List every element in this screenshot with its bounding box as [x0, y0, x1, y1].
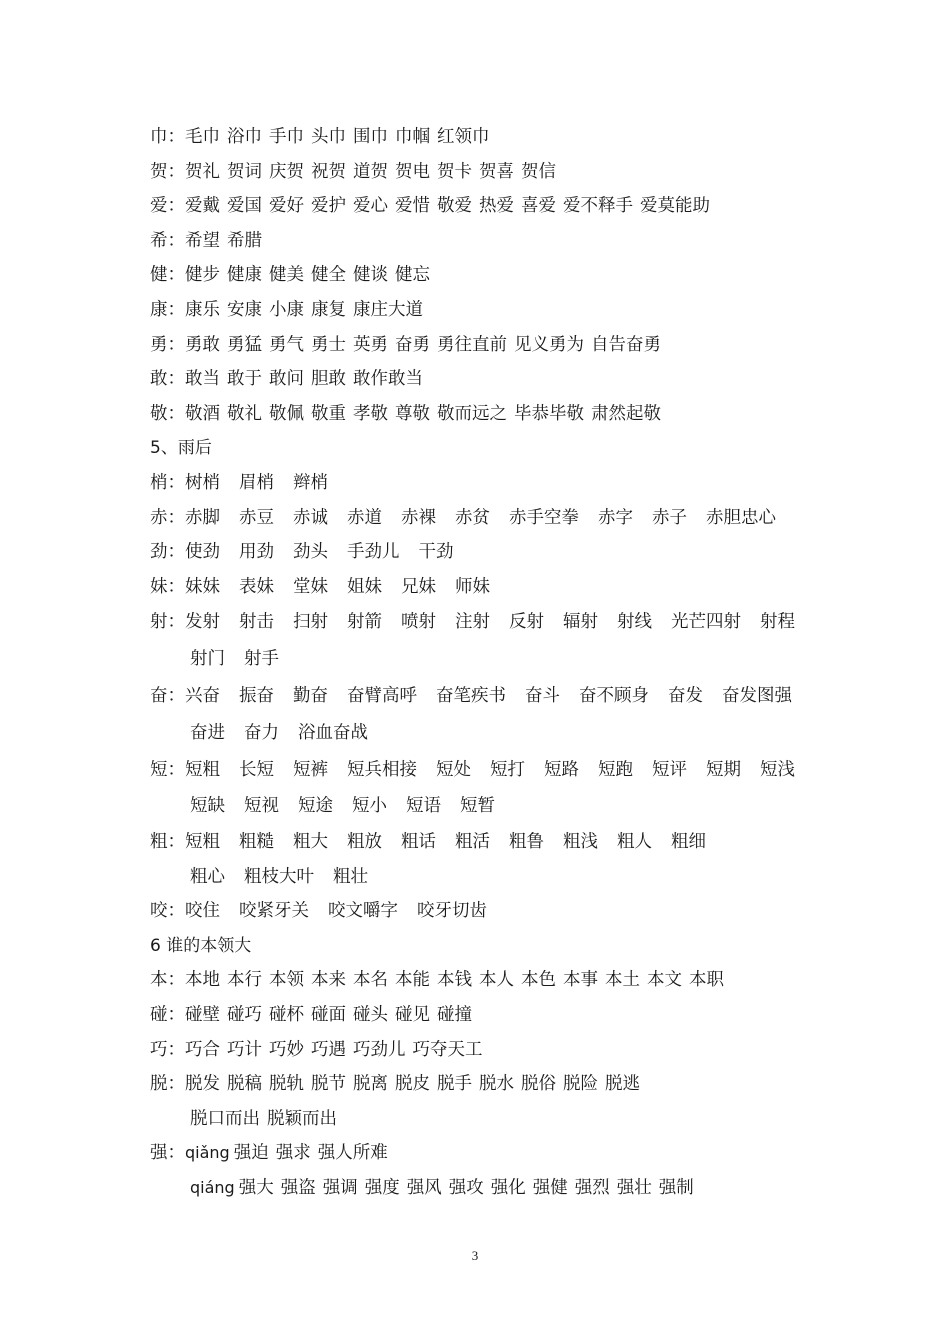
vocab-word: 粗鲁: [509, 832, 544, 853]
vocab-word: 强度: [364, 1178, 400, 1199]
vocab-word: 短暂: [460, 796, 495, 817]
vocab-word: 敬礼: [227, 403, 262, 424]
pinyin-reading: qiǎng: [185, 1143, 230, 1163]
head-character: 碰：: [150, 1005, 185, 1026]
head-character: 希：: [150, 230, 185, 251]
head-character: 康：: [150, 299, 185, 320]
vocab-word: 咬住: [185, 901, 220, 922]
section-heading: 6 谁的本领大: [150, 935, 252, 956]
vocab-word: 敬爱: [437, 196, 472, 217]
vocab-word: 妹妹: [185, 576, 220, 597]
vocab-word: 碰撞: [437, 1005, 472, 1026]
vocab-word: 用劲: [239, 542, 274, 563]
word-list: [185, 473, 347, 493]
word-list: [185, 369, 430, 389]
vocab-word: 贺卡: [437, 161, 472, 182]
vocab-word: 本来: [311, 970, 346, 991]
vocab-word: 短语: [406, 796, 441, 817]
vocab-word: 射程: [760, 612, 795, 633]
entry-continuation: [150, 860, 870, 895]
vocab-word: 强壮: [616, 1178, 652, 1199]
vocab-word: 康复: [311, 299, 346, 320]
vocab-word: 脱俗: [521, 1074, 556, 1095]
vocab-word: 浴血奋战: [298, 722, 368, 743]
vocab-word: 敢作敢当: [353, 369, 423, 390]
vocab-word: 本职: [689, 970, 724, 991]
vocab-word: 手劲儿: [347, 542, 400, 563]
vocab-word: 粗大: [293, 832, 328, 853]
vocab-word: 本钱: [437, 970, 472, 991]
vocab-word: 敢当: [185, 369, 220, 390]
head-character: 奋：: [150, 685, 185, 706]
vocab-word: 脱手: [437, 1074, 472, 1095]
vocab-word: 粗浅: [563, 832, 598, 853]
head-character: 健：: [150, 265, 185, 286]
word-list: [185, 1005, 479, 1025]
vocab-word: 短裤: [293, 759, 328, 780]
word-list: [239, 1178, 701, 1198]
vocab-word: 自告奋勇: [591, 334, 661, 355]
word-list: [190, 796, 514, 816]
vocab-word: 发射: [185, 612, 220, 633]
character-entry: [150, 224, 870, 259]
vocab-word: 爱戴: [185, 196, 220, 217]
head-character: 巾：: [150, 127, 185, 147]
vocab-word: 奋进: [190, 722, 225, 743]
vocab-word: 脱节: [311, 1074, 346, 1095]
vocab-word: 强风: [406, 1178, 442, 1199]
vocab-word: 碰见: [395, 1005, 430, 1026]
head-character: 粗：: [150, 832, 185, 853]
vocab-word: 赤贫: [455, 507, 490, 528]
vocab-word: 射击: [239, 612, 274, 633]
vocab-word: 短视: [244, 796, 279, 817]
vocab-word: 勇猛: [227, 334, 262, 355]
vocab-word: 赤字: [598, 507, 633, 528]
vocab-word: 健谈: [353, 265, 388, 286]
section-heading: 5、雨后: [150, 438, 212, 459]
vocab-word: 强调: [322, 1178, 358, 1199]
vocab-word: 咬文嚼字: [328, 901, 398, 922]
vocab-word: 英勇: [353, 334, 388, 355]
pinyin-reading: qiáng: [190, 1178, 235, 1198]
head-character: 巧：: [150, 1039, 185, 1060]
vocab-word: 碰壁: [185, 1005, 220, 1026]
word-list: [185, 577, 509, 597]
character-entry: [150, 1067, 870, 1102]
character-entry: [150, 501, 870, 536]
word-list: [185, 832, 725, 852]
vocab-word: 毕恭毕敬: [514, 403, 584, 424]
head-character: 咬：: [150, 901, 185, 922]
vocab-word: 师妹: [455, 576, 490, 597]
vocab-word: 爱好: [269, 196, 304, 217]
character-entry: [150, 293, 870, 328]
vocab-word: 巧妙: [269, 1039, 304, 1060]
head-character: 射：: [150, 612, 185, 633]
vocab-word: 兴奋: [185, 685, 220, 706]
vocab-word: 爱莫能助: [640, 196, 710, 217]
vocab-word: 粗壮: [333, 866, 368, 887]
vocab-word: 巧夺天工: [412, 1039, 483, 1060]
vocab-word: 反射: [509, 612, 544, 633]
vocab-word: 咬紧牙关: [239, 901, 309, 922]
character-entry: [150, 998, 870, 1033]
vocab-word: 红领巾: [437, 127, 490, 147]
vocab-word: 短途: [298, 796, 333, 817]
vocab-word: 短评: [652, 759, 687, 780]
vocab-word: 堂妹: [293, 576, 328, 597]
word-list: [185, 970, 731, 990]
vocab-word: 短兵相接: [347, 759, 417, 780]
vocab-word: 脱逃: [605, 1074, 640, 1095]
vocab-word: 赤脚: [185, 507, 220, 528]
vocab-word: 本事: [563, 970, 598, 991]
vocab-word: 本人: [479, 970, 514, 991]
vocab-word: 脱口而出: [190, 1108, 260, 1129]
vocab-word: 注射: [455, 612, 490, 633]
vocab-word: 干劲: [418, 542, 454, 563]
vocab-word: 喷射: [401, 612, 436, 633]
head-character: 勇：: [150, 334, 185, 355]
vocab-word: 贺信: [521, 161, 556, 182]
character-entry: [150, 258, 870, 293]
vocab-word: 兄妹: [401, 576, 436, 597]
character-entry: [150, 1136, 870, 1171]
vocab-word: 短处: [436, 759, 471, 780]
vocab-word: 射线: [617, 612, 652, 633]
vocab-word: 强烈: [574, 1178, 610, 1199]
vocab-word: 辫梢: [293, 472, 328, 493]
vocab-word: 贺电: [395, 161, 430, 182]
vocab-word: 赤道: [347, 507, 382, 528]
vocab-word: 本文: [647, 970, 682, 991]
vocab-word: 强攻: [448, 1178, 484, 1199]
word-list: [185, 127, 497, 147]
vocab-word: 庆贺: [269, 161, 304, 182]
word-list: [185, 542, 473, 562]
vocab-word: 敢于: [227, 369, 262, 390]
character-entry: [150, 535, 870, 570]
vocab-word: 本领: [269, 970, 304, 991]
vocab-word: 使劲: [185, 542, 220, 563]
word-list: [185, 1040, 490, 1060]
word-list: [185, 335, 668, 355]
head-character: 妹：: [150, 576, 185, 597]
vocab-word: 希腊: [227, 230, 262, 251]
vocab-word: 粗枝大叶: [244, 866, 314, 887]
vocab-word: 贺喜: [479, 161, 514, 182]
entry-continuation: [150, 1102, 870, 1137]
word-list: [185, 404, 668, 424]
vocab-word: 安康: [227, 299, 262, 320]
vocab-word: 敬重: [311, 403, 346, 424]
vocab-word: 强化: [490, 1178, 526, 1199]
vocab-word: 爱护: [311, 196, 346, 217]
vocab-word: 浴巾: [227, 127, 262, 147]
vocab-word: 健康: [227, 265, 262, 286]
vocab-word: 赤裸: [401, 507, 436, 528]
vocab-word: 本名: [353, 970, 388, 991]
vocab-word: 道贺: [353, 161, 388, 182]
document-body: [150, 120, 870, 1206]
vocab-word: 脱水: [479, 1074, 514, 1095]
vocab-word: 姐妹: [347, 576, 382, 597]
vocab-word: 粗心: [190, 866, 225, 887]
vocab-word: 巧遇: [311, 1039, 346, 1060]
entry-continuation: [150, 715, 870, 752]
head-character: 贺：: [150, 161, 185, 182]
word-list: [185, 508, 795, 528]
vocab-word: 脱发: [185, 1074, 220, 1095]
vocab-word: 热爱: [479, 196, 514, 217]
character-entry: [150, 1033, 870, 1068]
vocab-word: 希望: [185, 230, 220, 251]
vocab-word: 脱稿: [227, 1074, 262, 1095]
vocab-word: 粗放: [347, 832, 382, 853]
vocab-word: 短粗: [185, 832, 220, 853]
character-entry: [150, 678, 870, 715]
vocab-word: 脱离: [353, 1074, 388, 1095]
vocab-word: 强迫: [233, 1143, 269, 1164]
vocab-word: 粗活: [455, 832, 490, 853]
vocab-word: 头巾: [311, 127, 346, 147]
vocab-word: 辐射: [563, 612, 598, 633]
vocab-word: 粗细: [671, 832, 706, 853]
vocab-word: 敬酒: [185, 403, 220, 424]
vocab-word: 树梢: [185, 472, 220, 493]
vocab-word: 敬佩: [269, 403, 304, 424]
vocab-word: 奋勇: [395, 334, 430, 355]
vocab-word: 长短: [239, 759, 274, 780]
character-entry: [150, 120, 870, 155]
word-list: [234, 1143, 395, 1163]
vocab-word: 本色: [521, 970, 556, 991]
character-entry: [150, 825, 870, 860]
vocab-word: 勇往直前: [437, 334, 507, 355]
page-number: 3: [471, 1248, 479, 1263]
vocab-word: 赤豆: [239, 507, 274, 528]
vocab-word: 健忘: [395, 265, 430, 286]
word-list: [185, 162, 563, 182]
vocab-word: 贺词: [227, 161, 262, 182]
vocab-word: 康乐: [185, 299, 220, 320]
vocab-word: 眉梢: [239, 472, 274, 493]
vocab-word: 尊敬: [395, 403, 430, 424]
vocab-word: 碰面: [311, 1005, 346, 1026]
character-entry: [150, 604, 870, 641]
vocab-word: 巧合: [185, 1039, 220, 1060]
character-entry: [150, 362, 870, 397]
character-entry: [150, 397, 870, 432]
head-character: 敢：: [150, 369, 185, 390]
vocab-word: 碰巧: [227, 1005, 262, 1026]
head-character: 强：: [150, 1143, 185, 1164]
vocab-word: 脱皮: [395, 1074, 430, 1095]
vocab-word: 巧计: [227, 1039, 262, 1060]
word-list: [190, 723, 387, 743]
vocab-word: 射箭: [347, 612, 382, 633]
vocab-word: 劲头: [293, 542, 328, 563]
vocab-word: 奋发图强: [722, 685, 792, 706]
vocab-word: 短期: [706, 759, 741, 780]
vocab-word: 祝贺: [311, 161, 346, 182]
vocab-word: 健步: [185, 265, 220, 286]
character-entry: [150, 155, 870, 190]
vocab-word: 巾帼: [395, 127, 430, 147]
character-entry: [150, 894, 870, 929]
vocab-word: 射门: [190, 649, 225, 670]
vocab-word: 赤子: [652, 507, 687, 528]
vocab-word: 爱惜: [395, 196, 430, 217]
vocab-word: 本行: [227, 970, 262, 991]
word-list: [185, 231, 269, 251]
vocab-word: 敬而远之: [437, 403, 507, 424]
vocab-word: 爱国: [227, 196, 262, 217]
word-list: [190, 1109, 344, 1129]
vocab-word: 短跑: [598, 759, 633, 780]
vocab-word: 强盗: [280, 1178, 316, 1199]
vocab-word: 毛巾: [185, 127, 220, 147]
vocab-word: 勇敢: [185, 334, 220, 355]
head-character: 赤：: [150, 507, 185, 528]
vocab-word: 巧劲儿: [353, 1039, 406, 1060]
head-character: 敬：: [150, 403, 185, 424]
vocab-word: 健全: [311, 265, 346, 286]
character-entry: [150, 570, 870, 605]
vocab-word: 奋臂高呼: [347, 685, 417, 706]
vocab-word: 强大: [238, 1178, 274, 1199]
vocab-word: 振奋: [239, 685, 274, 706]
word-list: [185, 686, 811, 706]
vocab-word: 围巾: [353, 127, 388, 147]
vocab-word: 强求: [275, 1143, 311, 1164]
vocab-word: 手巾: [269, 127, 304, 147]
word-list: [185, 196, 717, 216]
vocab-word: 光芒四射: [671, 612, 741, 633]
character-entry: [150, 752, 870, 789]
word-list: [190, 649, 298, 669]
vocab-word: 奋发: [668, 685, 703, 706]
vocab-word: 碰头: [353, 1005, 388, 1026]
vocab-word: 短缺: [190, 796, 225, 817]
word-list: [185, 612, 814, 632]
vocab-word: 本能: [395, 970, 430, 991]
character-entry: [150, 189, 870, 224]
word-list: [185, 901, 506, 921]
vocab-word: 本地: [185, 970, 220, 991]
vocab-word: 表妹: [239, 576, 274, 597]
word-list: [185, 300, 430, 320]
vocab-word: 贺礼: [185, 161, 220, 182]
vocab-word: 脱轨: [269, 1074, 304, 1095]
head-character: 梢：: [150, 472, 185, 493]
vocab-word: 奋斗: [525, 685, 560, 706]
word-list: [185, 1074, 647, 1094]
vocab-word: 短打: [490, 759, 525, 780]
vocab-word: 粗话: [401, 832, 436, 853]
word-list: [190, 867, 387, 887]
character-entry: [150, 466, 870, 501]
head-character: 短：: [150, 759, 185, 780]
vocab-word: 短浅: [760, 759, 795, 780]
vocab-word: 奋不顾身: [579, 685, 649, 706]
vocab-word: 爱心: [353, 196, 388, 217]
entry-continuation: [150, 641, 870, 678]
vocab-word: 爱不释手: [563, 196, 633, 217]
vocab-word: 粗人: [617, 832, 652, 853]
vocab-word: 肃然起敬: [591, 403, 661, 424]
vocab-word: 短小: [352, 796, 387, 817]
vocab-word: 勇气: [269, 334, 304, 355]
vocab-word: 强健: [532, 1178, 568, 1199]
vocab-word: 勇士: [311, 334, 346, 355]
word-list: [185, 760, 814, 780]
vocab-word: 本土: [605, 970, 640, 991]
vocab-word: 强制: [658, 1178, 694, 1199]
vocab-word: 健美: [269, 265, 304, 286]
vocab-word: 碰杯: [269, 1005, 304, 1026]
word-list: [185, 265, 437, 285]
character-entry: [150, 328, 870, 363]
vocab-word: 胆敢: [311, 369, 346, 390]
head-character: 本：: [150, 970, 185, 991]
entry-continuation: [150, 1171, 870, 1206]
vocab-word: 射手: [244, 649, 279, 670]
vocab-word: 孝敬: [353, 403, 388, 424]
vocab-word: 康庄大道: [353, 299, 423, 320]
entry-continuation: [150, 788, 870, 825]
vocab-word: 短路: [544, 759, 579, 780]
vocab-word: 小康: [269, 299, 304, 320]
vocab-word: 短粗: [185, 759, 220, 780]
vocab-word: 脱颖而出: [267, 1108, 337, 1129]
vocab-word: 粗糙: [239, 832, 274, 853]
vocab-word: 奋力: [244, 722, 279, 743]
vocab-word: 赤手空拳: [509, 507, 579, 528]
head-character: 脱：: [150, 1074, 185, 1095]
vocab-word: 咬牙切齿: [417, 901, 487, 922]
head-character: 劲：: [150, 542, 185, 563]
vocab-word: 敢问: [269, 369, 304, 390]
head-character: 爱：: [150, 196, 185, 217]
vocab-word: 见义勇为: [514, 334, 584, 355]
character-entry: [150, 963, 870, 998]
vocab-word: 赤胆忠心: [706, 507, 776, 528]
vocab-word: 赤诚: [293, 507, 328, 528]
vocab-word: 强人所难: [317, 1143, 388, 1164]
vocab-word: 勤奋: [293, 685, 328, 706]
vocab-word: 奋笔疾书: [436, 685, 506, 706]
vocab-word: 脱险: [563, 1074, 598, 1095]
vocab-word: 喜爱: [521, 196, 556, 217]
vocab-word: 扫射: [293, 612, 328, 633]
